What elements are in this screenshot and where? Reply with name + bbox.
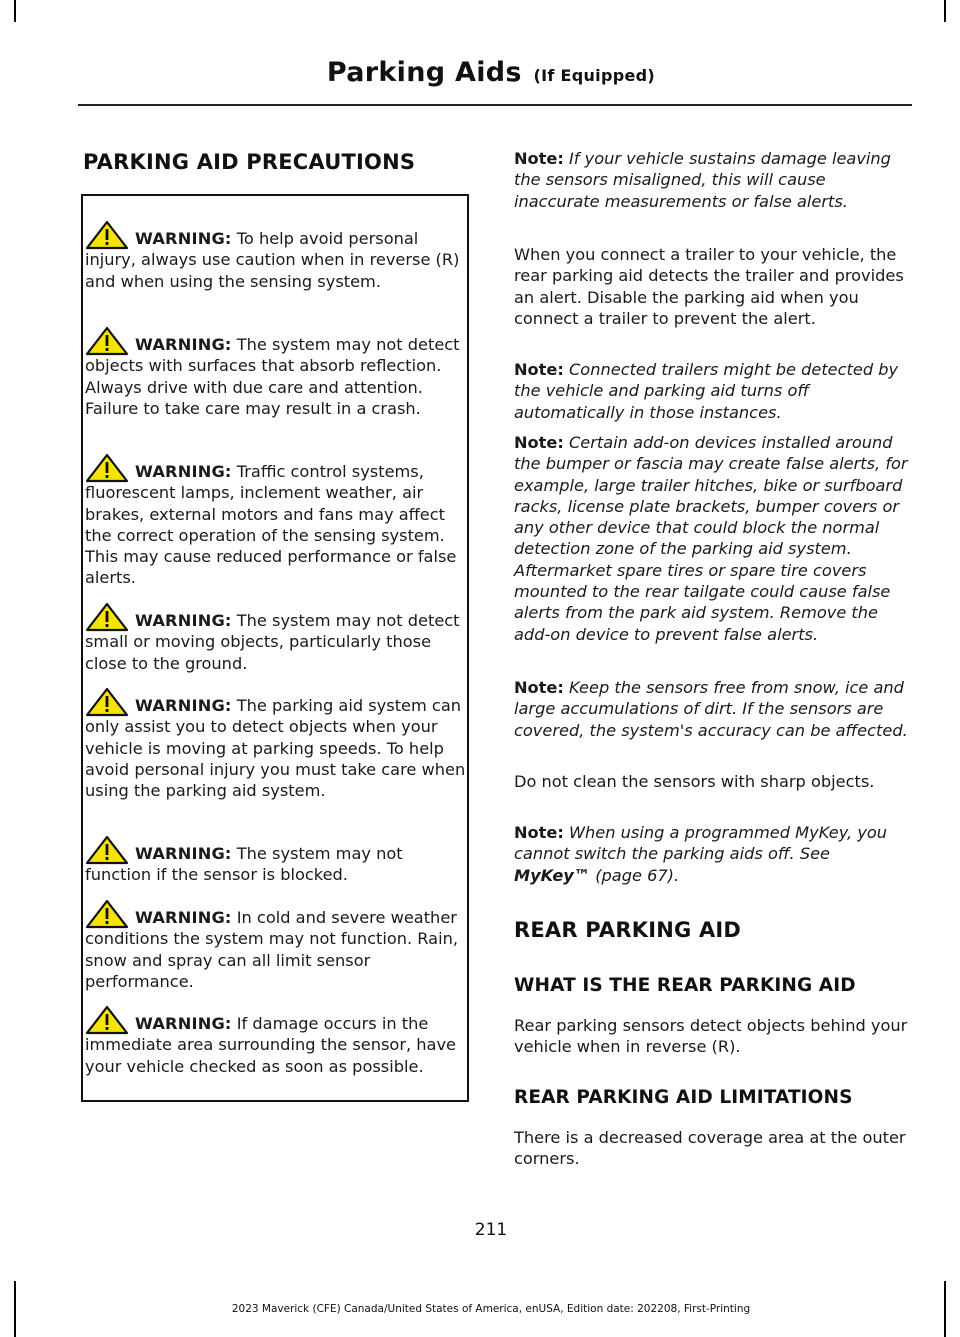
warning-triangle-icon bbox=[85, 687, 129, 708]
note-text: Connected trailers might be detected by the vehicle and parking aid turns off automatically in those instances. bbox=[514, 360, 899, 422]
page-number: 211 bbox=[474, 1220, 508, 1240]
warning-triangle-icon bbox=[85, 835, 129, 856]
warning-label: WARNING: bbox=[135, 229, 232, 248]
subheading-what-is: WHAT IS THE REAR PARKING AID bbox=[514, 975, 856, 996]
warning-label: WARNING: bbox=[135, 696, 232, 715]
warning-label: WARNING: bbox=[135, 844, 232, 863]
warning-label: WARNING: bbox=[135, 1014, 232, 1033]
header-subtitle: (If Equipped) bbox=[533, 66, 655, 85]
warning-label: WARNING: bbox=[135, 611, 232, 630]
note-text: Certain add-on devices installed around the bumper or fascia may create false alerts, for example, large trailer hitches, bike or surfboard racks, license plate brackets, bumper covers or any other device that could block the normal detection zone of the parking aid system. Aftermarket spare tires or spare tire covers mounted to the rear tailgate could cause false alerts from the park aid system. Remove the add-on device to prevent false alerts. bbox=[514, 433, 908, 644]
warning-text: The system may not detect small or moving objects, particularly those close to the ground. bbox=[85, 611, 460, 673]
section-heading-precautions: PARKING AID PRECAUTIONS bbox=[83, 150, 416, 174]
warning-text: In cold and severe weather conditions the system may not function. Rain, snow and spray can all limit sensor performance. bbox=[85, 908, 458, 991]
paragraph-trailer: When you connect a trailer to your vehicle, the rear parking aid detects the trailer and provides an alert. Disable the parking aid when you connect a trailer to prevent the alert. bbox=[514, 245, 904, 328]
warning-1 bbox=[85, 228, 469, 292]
warning-text: If damage occurs in the immediate area surrounding the sensor, have your vehicle checked as soon as possible. bbox=[85, 1014, 456, 1076]
paragraph-coverage: There is a decreased coverage area at the outer corners. bbox=[514, 1128, 906, 1169]
note-sensor-damage bbox=[514, 148, 910, 212]
note-label: Note: bbox=[514, 360, 564, 379]
warning-text: The system may not function if the sensor is blocked. bbox=[85, 844, 403, 885]
warning-label: WARNING: bbox=[135, 335, 232, 354]
warning-triangle-icon bbox=[85, 453, 129, 474]
header-rule bbox=[78, 104, 912, 106]
warning-5 bbox=[85, 695, 469, 801]
warning-label: WARNING: bbox=[135, 908, 232, 927]
section-heading-rear-parking-aid: REAR PARKING AID bbox=[514, 918, 742, 942]
note-text: If your vehicle sustains damage leaving the sensors misaligned, this will cause inaccurate measurements or false alerts. bbox=[514, 149, 891, 211]
crop-mark-top-left bbox=[14, 0, 16, 22]
warning-triangle-icon bbox=[85, 602, 129, 623]
warning-label: WARNING: bbox=[135, 462, 232, 481]
warning-7 bbox=[85, 907, 469, 992]
note-text: Keep the sensors free from snow, ice and large accumulations of dirt. If the sensors are covered, the system's accuracy can be affected. bbox=[514, 678, 908, 740]
paragraph-rear-sensors: Rear parking sensors detect objects behind your vehicle when in reverse (R). bbox=[514, 1016, 908, 1057]
paragraph-clean-sensors: Do not clean the sensors with sharp objects. bbox=[514, 772, 875, 791]
warning-4 bbox=[85, 610, 469, 674]
page-header-title bbox=[327, 57, 655, 88]
warning-6 bbox=[85, 843, 469, 886]
warning-text: To help avoid personal injury, always use caution when in reverse (R) and when using the sensing system. bbox=[85, 229, 460, 291]
mykey-link[interactable]: MyKey™ bbox=[514, 865, 591, 885]
warning-2 bbox=[85, 334, 469, 419]
note-add-on-devices bbox=[514, 432, 910, 645]
note-page-ref: (page 67). bbox=[590, 865, 680, 885]
note-mykey bbox=[514, 822, 910, 886]
warning-triangle-icon bbox=[85, 326, 129, 347]
note-label: Note: bbox=[514, 823, 564, 842]
warning-8 bbox=[85, 1013, 469, 1077]
header-title-text: Parking Aids bbox=[326, 57, 522, 88]
warning-text: Traffic control systems, fluorescent lamps, inclement weather, air brakes, external motors and fans may affect the correct operation of the sensing system. This may cause reduced performance or false alerts. bbox=[85, 462, 457, 588]
warning-text: The system may not detect objects with surfaces that absorb reflection. Always drive with due care and attention. Failure to take care may result in a crash. bbox=[85, 335, 460, 418]
note-connected-trailers bbox=[514, 359, 910, 423]
note-text: When using a programmed MyKey, you cannot switch the parking aids off. See bbox=[514, 823, 888, 864]
warning-triangle-icon bbox=[85, 220, 129, 241]
note-keep-sensors-free bbox=[514, 677, 910, 741]
warning-3 bbox=[85, 461, 469, 589]
subheading-limitations: REAR PARKING AID LIMITATIONS bbox=[514, 1087, 853, 1108]
warning-triangle-icon bbox=[85, 1005, 129, 1026]
footer-edition: 2023 Maverick (CFE) Canada/United States of America, enUSA, Edition date: 202208, First-Printing bbox=[231, 1303, 751, 1315]
warning-text: The parking aid system can only assist you to detect objects when your vehicle is moving at parking speeds. To help avoid personal injury you must take care when using the parking aid system. bbox=[85, 696, 466, 801]
crop-mark-top-right bbox=[944, 0, 946, 22]
note-label: Note: bbox=[514, 433, 564, 452]
warning-triangle-icon bbox=[85, 899, 129, 920]
note-label: Note: bbox=[514, 678, 564, 697]
note-label: Note: bbox=[514, 149, 564, 168]
